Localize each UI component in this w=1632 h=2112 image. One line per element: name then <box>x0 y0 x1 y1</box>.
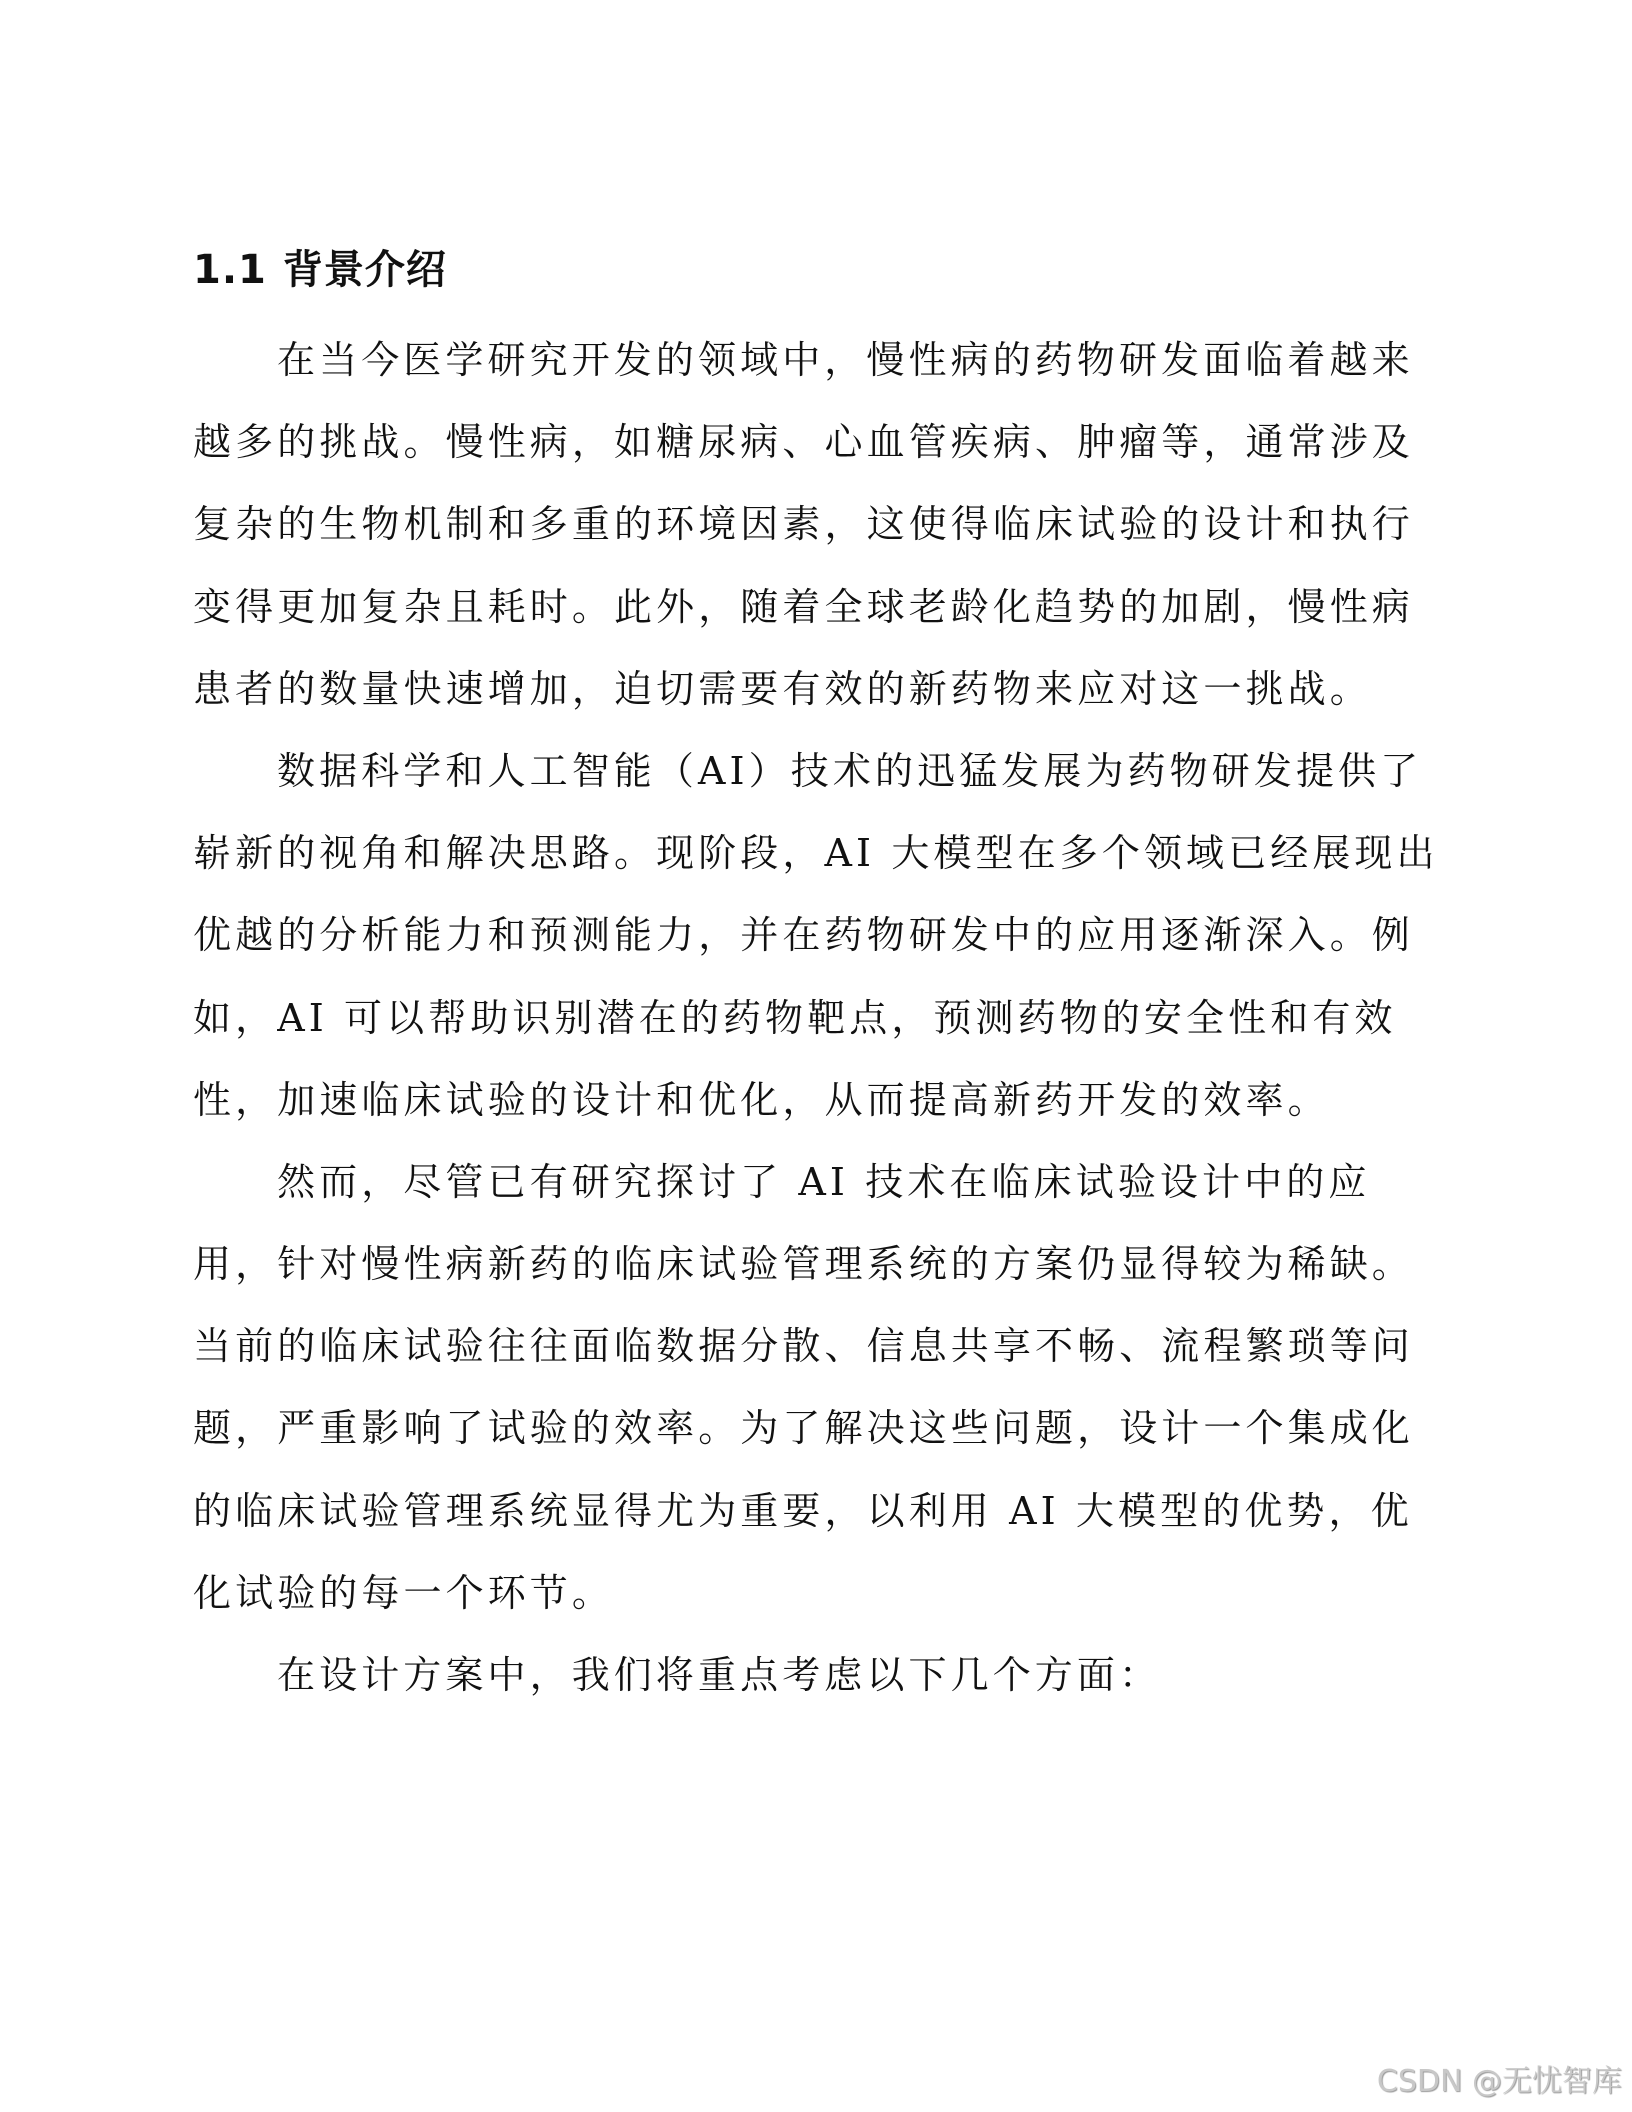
text-line: 变得更加复杂且耗时。此外，随着全球老龄化趋势的加剧，慢性病 <box>193 584 1414 629</box>
body-text <box>193 319 1439 1716</box>
text-line: 然而，尽管已有研究探讨了 AI 技术在临床试验设计中的应 <box>277 1159 1371 1204</box>
text-line: 性，加速临床试验的设计和优化，从而提高新药开发的效率。 <box>193 1077 1330 1122</box>
text-line: 在设计方案中，我们将重点考虑以下几个方面： <box>277 1653 1162 1697</box>
watermark: CSDN @无忧智库 <box>1376 2064 1622 2099</box>
section-number: 1.1 <box>193 247 267 293</box>
text-line: 数据科学和人工智能（AI）技术的迅猛发展为药物研发提供了 <box>277 748 1423 793</box>
section-title: 背景介绍 <box>282 247 447 293</box>
text-line: 用，针对慢性病新药的临床试验管理系统的方案仍显得较为稀缺。 <box>193 1242 1414 1287</box>
text-line: 越多的挑战。慢性病，如糖尿病、心血管疾病、肿瘤等，通常涉及 <box>193 420 1414 465</box>
text-line: 如，AI 可以帮助识别潜在的药物靶点，预测药物的安全性和有效 <box>193 995 1397 1040</box>
text-line: 崭新的视角和解决思路。现阶段，AI 大模型在多个领域已经展现出 <box>193 831 1439 876</box>
text-line: 当前的临床试验往往面临数据分散、信息共享不畅、流程繁琐等问 <box>193 1324 1414 1369</box>
text-line: 患者的数量快速增加，迫切需要有效的新药物来应对这一挑战。 <box>193 666 1372 711</box>
text-line: 复杂的生物机制和多重的环境因素，这使得临床试验的设计和执行 <box>193 502 1414 547</box>
text-line: 题，严重影响了试验的效率。为了解决这些问题，设计一个集成化 <box>193 1406 1414 1451</box>
text-line: 化试验的每一个环节。 <box>193 1570 615 1615</box>
text-line: 的临床试验管理系统显得尤为重要，以利用 AI 大模型的优势，优 <box>193 1488 1413 1533</box>
text-line: 优越的分析能力和预测能力，并在药物研发中的应用逐渐深入。例 <box>193 913 1414 958</box>
text-line: 在当今医学研究开发的领域中，慢性病的药物研发面临着越来 <box>277 338 1414 382</box>
section-heading <box>193 238 447 295</box>
